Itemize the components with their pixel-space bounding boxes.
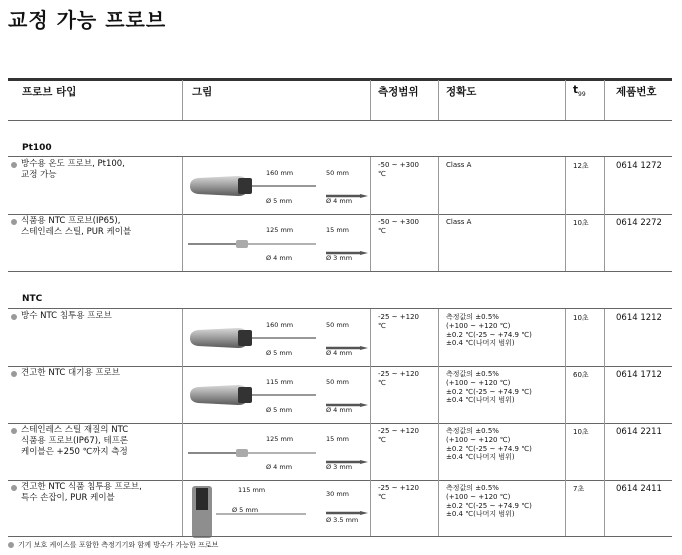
tip-length-label: 50 mm [326,321,350,329]
tip-length-label: 50 mm [326,169,350,177]
column-divider [182,423,183,480]
tip-diameter-label: Ø 3 mm [326,254,353,262]
part-number: 0614 2211 [616,427,662,437]
probe-name: 견고한 NTC 식품 침투용 프로브, 특수 손잡이, PUR 케이블 [21,482,142,503]
diameter-label: Ø 5 mm [232,506,259,514]
probe-image [188,236,318,255]
column-divider [565,480,566,536]
column-divider [438,214,439,271]
column-divider [604,423,605,480]
header-part-no: 제품번호 [616,86,657,98]
measuring-range: -50 ~ +300 ℃ [378,218,419,235]
column-divider [182,480,183,536]
accuracy: 측정값의 ±0.5% (+100 ~ +120 ℃) ±0.2 ℃(-25 ~ +74.9 ℃) ±0.4 ℃(나머지 범위) [446,313,532,348]
response-time: 10초 [573,219,589,227]
part-number: 0614 2411 [616,484,662,494]
column-divider [565,366,566,423]
length-label: 160 mm [266,169,294,177]
probe-image [188,445,318,464]
waterproof-bullet-icon [11,314,17,320]
header-range: 측정범위 [378,86,419,98]
accuracy: Class A [446,218,472,226]
column-divider [182,366,183,423]
column-divider [604,157,605,214]
column-divider [370,80,371,120]
header-probe-type: 프로브 타입 [22,86,77,98]
response-time: 10초 [573,314,589,322]
probe-name: 견고한 NTC 대기용 프로브 [21,368,120,378]
diameter-label: Ø 4 mm [266,254,293,262]
tip-diameter-label: Ø 4 mm [326,349,353,357]
column-divider [438,366,439,423]
waterproof-bullet-icon [11,162,17,168]
column-divider [565,157,566,214]
waterproof-bullet-icon [11,428,17,434]
probe-shaft [216,502,306,521]
probe-image [188,171,318,205]
probe-name: 방수용 온도 프로브, Pt100, 교정 가능 [21,159,125,180]
measuring-range: -25 ~ +120 ℃ [378,370,419,387]
header-bottom-rule [8,120,672,121]
column-divider [565,423,566,480]
column-divider [370,309,371,366]
accuracy: 측정값의 ±0.5% (+100 ~ +120 ℃) ±0.2 ℃(-25 ~ +74.9 ℃) ±0.4 ℃(나머지 범위) [446,370,532,405]
section-rule [8,156,672,157]
tip-length-label: 30 mm [326,490,350,498]
diameter-label: Ø 4 mm [266,463,293,471]
part-number: 0614 1272 [616,161,662,171]
column-divider [438,423,439,480]
column-divider [370,214,371,271]
section-label-pt100: Pt100 [22,143,52,153]
tip-diameter-label: Ø 3.5 mm [326,516,359,524]
column-divider [370,480,371,536]
length-label: 115 mm [238,486,266,494]
column-divider [370,423,371,480]
column-divider [604,80,605,120]
column-divider [438,80,439,120]
diameter-label: Ø 5 mm [266,197,293,205]
waterproof-bullet-icon [11,485,17,491]
length-label: 115 mm [266,378,294,386]
page-title: 교정 가능 프로브 [8,8,167,32]
waterproof-bullet-icon [11,219,17,225]
length-label: 125 mm [266,226,294,234]
column-divider [182,80,183,120]
response-time: 7초 [573,485,585,493]
probe-name: 식품용 NTC 프로브(IP65), 스테인레스 스틸, PUR 케이블 [21,216,132,237]
diameter-label: Ø 5 mm [266,406,293,414]
response-time: 12초 [573,162,589,170]
column-divider [565,80,566,120]
row-rule [8,536,672,537]
measuring-range: -50 ~ +300 ℃ [378,161,419,178]
column-divider [438,480,439,536]
measuring-range: -25 ~ +120 ℃ [378,484,419,501]
column-divider [370,157,371,214]
length-label: 160 mm [266,321,294,329]
accuracy: Class A [446,161,472,169]
header-top-rule [8,78,672,81]
row-rule [8,366,672,367]
row-rule [8,271,672,272]
column-divider [370,366,371,423]
probe-name: 방수 NTC 침투용 프로브 [21,311,112,321]
column-divider [182,214,183,271]
column-divider [565,214,566,271]
diameter-label: Ø 5 mm [266,349,293,357]
column-divider [438,309,439,366]
probe-image [188,380,318,414]
accuracy: 측정값의 ±0.5% (+100 ~ +120 ℃) ±0.2 ℃(-25 ~ +74.9 ℃) ±0.4 ℃(나머지 범위) [446,427,532,462]
row-rule [8,423,672,424]
column-divider [438,157,439,214]
column-divider [604,366,605,423]
probe-image [188,323,318,357]
footnote-text: 기기 보호 케이스를 포함한 측정기기와 함께 방수가 가능한 프로브 [18,541,219,549]
measuring-range: -25 ~ +120 ℃ [378,313,419,330]
column-divider [182,157,183,214]
row-rule [8,214,672,215]
probe-name: 스테인레스 스틸 재질의 NTC 식품용 프로브(IP67), 테프론 케이블은 +250 ℃까지 측정 [21,425,129,457]
part-number: 0614 2272 [616,218,662,228]
row-rule [8,480,672,481]
section-rule [8,308,672,309]
column-divider [182,309,183,366]
part-number: 0614 1212 [616,313,662,323]
waterproof-bullet-icon [8,542,14,548]
column-divider [604,480,605,536]
tip-length-label: 15 mm [326,226,350,234]
response-time: 60초 [573,371,589,379]
tip-diameter-label: Ø 3 mm [326,463,353,471]
column-divider [604,214,605,271]
tip-length-label: 15 mm [326,435,350,443]
header-t99: $t_{99}$ [573,84,586,98]
part-number: 0614 1712 [616,370,662,380]
column-divider [604,309,605,366]
footnote [8,540,218,550]
waterproof-bullet-icon [11,371,17,377]
tip-length-label: 50 mm [326,378,350,386]
accuracy: 측정값의 ±0.5% (+100 ~ +120 ℃) ±0.2 ℃(-25 ~ +74.9 ℃) ±0.4 ℃(나머지 범위) [446,484,532,519]
header-t99-sub: 99 [578,91,586,98]
response-time: 10초 [573,428,589,436]
measuring-range: -25 ~ +120 ℃ [378,427,419,444]
tip-diameter-label: Ø 4 mm [326,406,353,414]
header-image: 그림 [192,86,213,98]
column-divider [565,309,566,366]
length-label: 125 mm [266,435,294,443]
header-accuracy: 정확도 [446,86,477,98]
tip-diameter-label: Ø 4 mm [326,197,353,205]
section-label-ntc: NTC [22,294,43,304]
